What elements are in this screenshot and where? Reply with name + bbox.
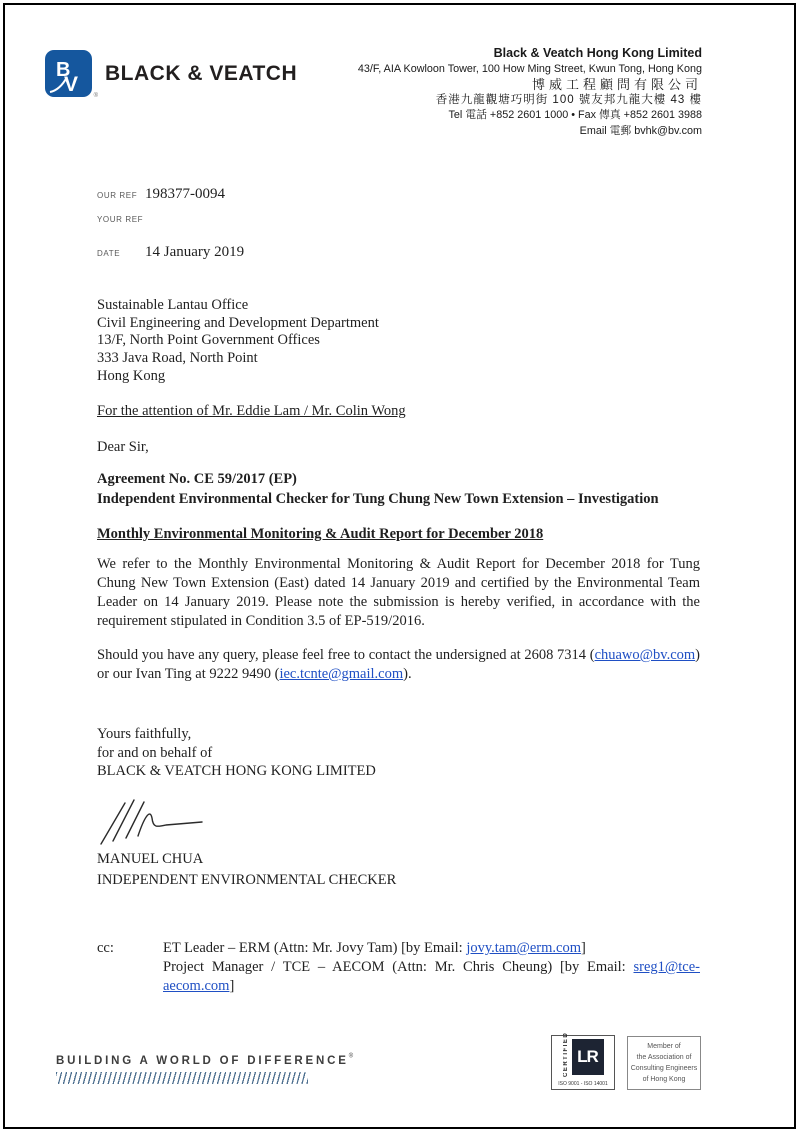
cc-item-2-text: Project Manager / TCE – AECOM (Attn: Mr. Chris Cheung) [by Email: [163, 959, 634, 975]
attention-line: For the attention of Mr. Eddie Lam / Mr. Colin Wong [97, 403, 406, 419]
recipient-line: Civil Engineering and Development Department [97, 314, 379, 331]
subject-block [97, 470, 700, 509]
lloyds-register-icon: LR [572, 1039, 604, 1075]
member-badge-line: Consulting Engineers [630, 1065, 698, 1072]
tagline-text: BUILDING A WORLD OF DIFFERENCE [56, 1055, 349, 1067]
iso-certification-text: ISO 9001 - ISO 14001 [558, 1081, 608, 1087]
ache-member-badge [627, 1036, 701, 1090]
body-paragraph-1: We refer to the Monthly Environmental Monitoring & Audit Report for December 2018 for Tung Chung New Town Extension (East) dated 14 January 2019 and certified by the Environmental Team Leader on 14 January 2019. Please note the submission is hereby verified, in accordance with the requirement stipulated in Condition 3.5 of EP-519/2016. [97, 556, 700, 629]
our-ref-row [97, 186, 244, 204]
company-logo [45, 50, 297, 97]
cc-item-1-text: ] [581, 940, 586, 956]
company-tel-fax: Tel 電話 +852 2601 1000 • Fax 傳真 +852 2601 3988 [448, 109, 702, 121]
recipient-address [97, 297, 379, 386]
svg-text:V: V [64, 73, 79, 96]
signatory-title: INDEPENDENT ENVIRONMENTAL CHECKER [97, 872, 397, 888]
email-link-sreg1[interactable]: sreg1@tce-aecom.com [163, 959, 700, 994]
closing-block [97, 725, 376, 781]
footer-tagline-block [56, 1051, 353, 1084]
date-label: DATE [97, 249, 121, 258]
company-address-zh: 香港九龍觀塘巧明街 100 號友邦九龍大樓 43 樓 [435, 93, 702, 106]
bv-logo-icon [45, 50, 98, 99]
date-value: 14 January 2019 [145, 244, 245, 260]
lr-badge-inner [552, 1031, 614, 1077]
cc-items [163, 939, 700, 996]
company-email: Email 電郵 bvhk@bv.com [579, 124, 702, 137]
cc-block [97, 939, 700, 996]
subject-project: Independent Environmental Checker for Tung Chung New Town Extension – Investigation [97, 490, 659, 507]
member-badge-line: of Hong Kong [642, 1076, 686, 1084]
your-ref-label: YOUR REF [97, 215, 144, 224]
closing-company: BLACK & VEATCH HONG KONG LIMITED [97, 763, 376, 779]
body-paragraph-2 [97, 646, 700, 684]
our-ref-label: OUR REF [97, 191, 138, 200]
letterhead [45, 46, 702, 139]
email-link-chuawo[interactable]: chuawo@bv.com [594, 647, 696, 663]
company-address-en: 43/F, AIA Kowloon Tower, 100 How Ming Street, Kwun Tong, Hong Kong [357, 62, 702, 75]
company-name: Black & Veatch Hong Kong Limited [493, 46, 702, 60]
email-link-iec[interactable]: iec.tcnte@gmail.com [279, 666, 404, 682]
svg-text:B: B [56, 59, 71, 81]
handwritten-signature [98, 790, 228, 848]
recipient-line: Sustainable Lantau Office [97, 297, 249, 313]
company-contact-block [358, 46, 702, 139]
cc-label: cc: [97, 940, 114, 956]
recipient-line: 13/F, North Point Government Offices [97, 332, 320, 349]
closing-on-behalf: for and on behalf of [97, 744, 213, 761]
logo-registered-mark: ® [93, 93, 98, 99]
recipient-line: Hong Kong [97, 367, 166, 384]
member-badge-line: the Association of [636, 1053, 692, 1061]
date-row [97, 244, 244, 262]
salutation: Dear Sir, [97, 439, 149, 455]
your-ref-row [97, 215, 244, 233]
brand-wordmark: BLACK & VEATCH [105, 61, 298, 85]
signatory-name: MANUEL CHUA [97, 851, 204, 867]
para2-text: ). [403, 666, 412, 682]
our-ref-value: 198377-0094 [145, 186, 225, 202]
para2-text: ) or our Ivan Ting at 9222 9490 ( [97, 647, 700, 682]
certified-label: CERTIFIED [562, 1031, 569, 1077]
tagline-registered-mark: ® [348, 1053, 354, 1060]
closing-faithfully: Yours faithfully, [97, 726, 192, 742]
member-badge-line: Member of [647, 1042, 681, 1050]
company-name-zh: 博威工程顧問有限公司 [531, 77, 702, 92]
signatory-block [97, 849, 396, 891]
cc-item-2 [163, 958, 700, 996]
subject-report-title: Monthly Environmental Monitoring & Audit Report for December 2018 [97, 526, 544, 542]
recipient-line: 333 Java Road, North Point [97, 350, 258, 367]
para2-text: Should you have any query, please feel free to contact the undersigned at 2608 7314 ( [97, 647, 595, 663]
cc-item-1 [163, 939, 700, 958]
hatch-pattern [56, 1072, 308, 1084]
subject-agreement: Agreement No. CE 59/2017 (EP) [97, 471, 297, 487]
cc-item-1-text: ET Leader – ERM (Attn: Mr. Jovy Tam) [by Email: [163, 940, 467, 956]
email-link-jovy-tam[interactable]: jovy.tam@erm.com [466, 940, 582, 956]
reference-block [97, 186, 244, 273]
cc-item-2-text: ] [229, 978, 235, 994]
lr-certified-badge [551, 1031, 615, 1090]
